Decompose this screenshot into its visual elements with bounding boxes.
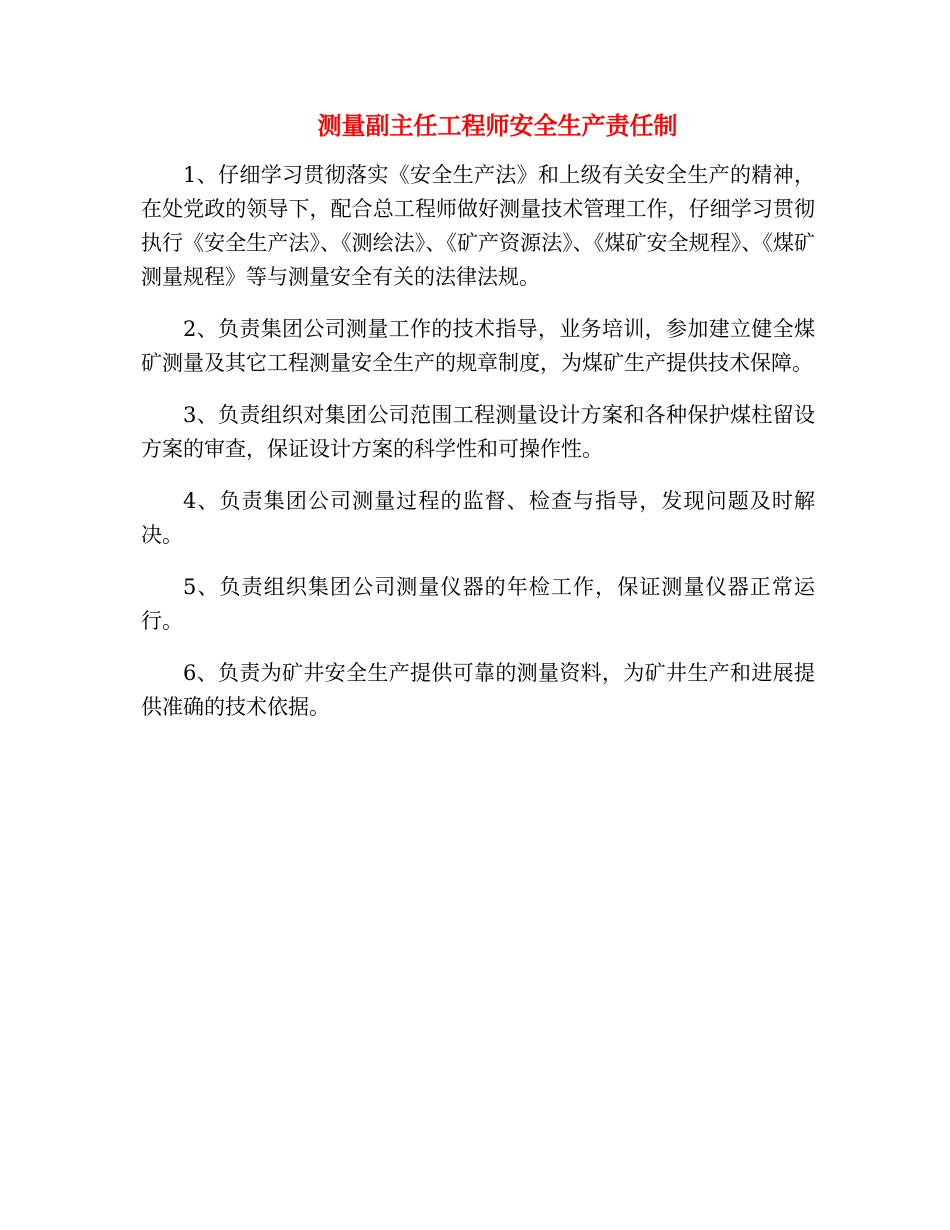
paragraph-5: 5、负责组织集团公司测量仪器的年检工作，保证测量仪器正常运行。 — [141, 575, 815, 633]
document-body — [141, 158, 815, 742]
paragraph-2: 2、负责集团公司测量工作的技术指导，业务培训，参加建立健全煤矿测量及其它工程测量安全生产的规章制度，为煤矿生产提供技术保障。 — [141, 317, 815, 375]
paragraph-1: 1、仔细学习贯彻落实《安全生产法》和上级有关安全生产的精神，在处党政的领导下，配合总工程师做好测量技术管理工作，仔细学习贯彻执行《安全生产法》、《测绘法》、《矿产资源法》、《煤矿安全规程》、《煤矿测量规程》等与测量安全有关的法律法规。 — [141, 163, 815, 289]
document-title: 测量副主任工程师安全生产责任制 — [317, 111, 678, 140]
paragraph-4: 4、负责集团公司测量过程的监督、检查与指导，发现问题及时解决。 — [141, 489, 815, 547]
paragraph-3: 3、负责组织对集团公司范围工程测量设计方案和各种保护煤柱留设方案的审查，保证设计方案的科学性和可操作性。 — [141, 403, 815, 461]
paragraph-6: 6、负责为矿井安全生产提供可靠的测量资料，为矿井生产和进展提供准确的技术依据。 — [141, 661, 815, 719]
